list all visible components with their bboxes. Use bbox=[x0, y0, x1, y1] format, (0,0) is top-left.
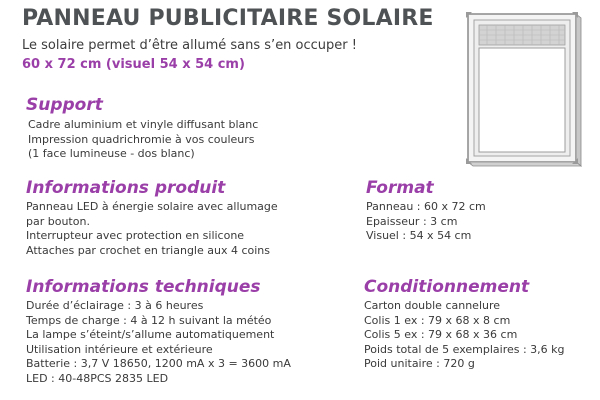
support-line: Impression quadrichromie à vos couleurs bbox=[28, 132, 255, 146]
technical-info-line: La lampe s’éteint/s’allume automatiquement bbox=[26, 328, 275, 342]
format-heading: Format bbox=[366, 178, 434, 198]
product-info-line: Attaches par crochet en triangle aux 4 coins bbox=[26, 243, 271, 257]
format-section bbox=[366, 178, 486, 244]
product-info-line: Interrupteur avec protection en silicone bbox=[26, 229, 245, 243]
packaging-line: Carton double cannelure bbox=[364, 299, 501, 312]
technical-info-line: Temps de charge : 4 à 12 h suivant la météo bbox=[26, 313, 272, 327]
packaging-heading: Conditionnement bbox=[364, 277, 530, 297]
support-line: (1 face lumineuse - dos blanc) bbox=[28, 147, 195, 161]
product-info-line: Panneau LED à énergie solaire avec allumage bbox=[26, 200, 278, 213]
technical-info-line: Batterie : 3,7 V 18650, 1200 mA x 3 = 3600 mA bbox=[26, 357, 291, 371]
packaging-line: Poid unitaire : 720 g bbox=[364, 357, 475, 371]
solar-panel-illustration bbox=[463, 8, 587, 168]
technical-info-line: Utilisation intérieure et extérieure bbox=[26, 342, 213, 356]
page-subtitle: Le solaire permet d’être allumé sans s’en occuper ! bbox=[22, 38, 357, 53]
format-line: Epaisseur : 3 cm bbox=[366, 214, 458, 228]
page-title: PANNEAU PUBLICITAIRE SOLAIRE bbox=[22, 6, 434, 31]
product-info-line: par bouton. bbox=[26, 214, 90, 228]
product-info-heading: Informations produit bbox=[26, 178, 226, 198]
support-line: Cadre aluminium et vinyle diffusant blanc bbox=[28, 118, 259, 131]
support-section bbox=[26, 95, 258, 162]
packaging-line: Colis 5 ex : 79 x 68 x 36 cm bbox=[364, 328, 518, 342]
product-info-section bbox=[26, 178, 278, 258]
packaging-line: Poids total de 5 exemplaires : 3,6 kg bbox=[364, 342, 565, 356]
panel-dimensions: 60 x 72 cm (visuel 54 x 54 cm) bbox=[22, 57, 245, 72]
packaging-section bbox=[364, 277, 565, 372]
format-line: Panneau : 60 x 72 cm bbox=[366, 200, 486, 213]
format-line: Visuel : 54 x 54 cm bbox=[366, 229, 472, 243]
technical-info-line: Durée d’éclairage : 3 à 6 heures bbox=[26, 299, 204, 312]
packaging-line: Colis 1 ex : 79 x 68 x 8 cm bbox=[364, 313, 511, 327]
technical-info-section bbox=[26, 277, 291, 387]
technical-info-heading: Informations techniques bbox=[26, 277, 261, 297]
technical-info-line: LED : 40-48PCS 2835 LED bbox=[26, 371, 169, 385]
support-heading: Support bbox=[26, 95, 103, 115]
